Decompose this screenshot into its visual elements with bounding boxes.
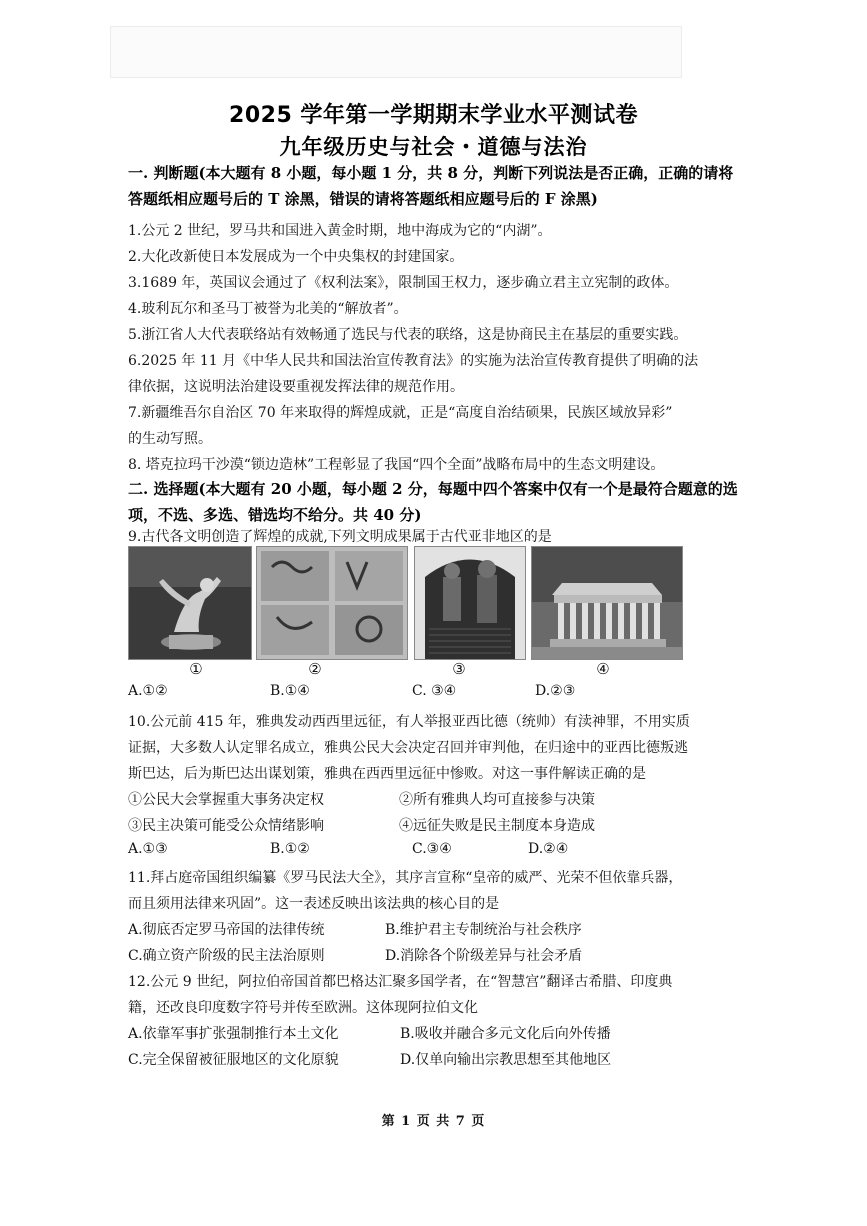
section2-header-line1: 二. 选择题(本大题有 20 小题，每小题 2 分，每题中四个答案中仅有一个是最符合题意的选 — [128, 480, 738, 498]
q9-option-b: B.①④ — [270, 683, 310, 699]
code-of-hammurabi-image — [414, 546, 526, 660]
q10-stem-line3: 斯巴达，后为斯巴达出谋划策，雅典在西西里远征中惨败。对这一事件解读正确的是 — [128, 766, 646, 782]
q12-option-a: A.依靠军事扩张强制推行本土文化 — [128, 1026, 339, 1042]
q12-stem-line1: 12.公元 9 世纪，阿拉伯帝国首都巴格达汇聚多国学者，在“智慧宫”翻译古希腊、印度典 — [128, 974, 673, 990]
section1-header — [128, 160, 738, 212]
tf-item-2: 2.大化改新使日本发展成为一个中央集权的封建国家。 — [128, 249, 464, 265]
tf-item-8: 8. 塔克拉玛干沙漠“锁边造林”工程彰显了我国“四个全面”战略布局中的生态文明建设。 — [128, 457, 665, 473]
tf-item-6-cont: 律依据，这说明法治建设要重视发挥法律的规范作用。 — [128, 379, 464, 395]
section2-header — [128, 476, 738, 528]
q10-stem-line1: 10.公元前 415 年，雅典发动西西里远征，有人举报亚西比德（统帅）有渎神罪，不用实质 — [128, 714, 690, 730]
q11-option-b: B.维护君主专制统治与社会秩序 — [385, 922, 582, 938]
image-label-4: ④ — [596, 660, 610, 678]
q11-option-a: A.彻底否定罗马帝国的法律传统 — [128, 922, 325, 938]
q10-option-b: B.①② — [270, 841, 310, 857]
exam-subtitle: 九年级历史与社会・道德与法治 — [279, 135, 588, 159]
q12-option-b: B.吸收并融合多元文化后向外传播 — [400, 1026, 611, 1042]
section1-header-line2: 答题纸相应题号后的 T 涂黑，错误的请将答题纸相应题号后的 F 涂黑) — [128, 190, 598, 208]
q11-option-c: C.确立资产阶级的民主法治原则 — [128, 948, 325, 964]
section2-header-line2: 项，不选、多选、错选均不给分。共 40 分) — [128, 506, 422, 524]
page-number: 第 1 页 共 7 页 — [381, 1114, 486, 1129]
section1-header-line1: 一. 判断题(本大题有 8 小题，每小题 1 分，共 8 分，判断下列说法是否正确，正确的请将 — [128, 164, 734, 182]
image-label-3: ③ — [452, 660, 466, 678]
q9-stem: 9.古代各文明创造了辉煌的成就,下列文明成果属于古代亚非地区的是 — [128, 529, 552, 545]
q9-option-c: C. ③④ — [412, 683, 457, 699]
hieroglyphs-image — [256, 546, 408, 660]
tf-item-3: 3.1689 年，英国议会通过了《权利法案》，限制国王权力，逐步确立君主立宪制的政体。 — [128, 275, 679, 291]
q10-stem-line2: 证据，大多数人认定罪名成立，雅典公民大会决定召回并审判他，在归途中的亚西比德叛逃 — [128, 740, 688, 756]
tf-item-4: 4.玻利瓦尔和圣马丁被誉为北美的“解放者”。 — [128, 301, 408, 317]
q9-option-a: A.①② — [128, 683, 168, 699]
parthenon-image — [531, 546, 683, 660]
q11-option-d: D.消除各个阶级差异与社会矛盾 — [385, 948, 583, 964]
q10-option-a: A.①③ — [128, 841, 168, 857]
q9-option-d: D.②③ — [535, 683, 576, 699]
image-label-2: ② — [308, 660, 322, 678]
q11-stem-line1: 11.拜占庭帝国组织编纂《罗马民法大全》，其序言宣称“皇帝的威严、光荣不但依靠兵器， — [128, 870, 683, 886]
q11-stem-line2: 而且须用法律来巩固”。这一表述反映出该法典的核心目的是 — [128, 896, 500, 912]
header-blank-box — [110, 26, 682, 78]
tf-item-7-cont: 的生动写照。 — [128, 431, 212, 447]
exam-title: 2025 学年第一学期期末学业水平测试卷 — [229, 103, 638, 128]
q10-option-c: C.③④ — [412, 841, 452, 857]
image-label-1: ① — [189, 660, 203, 678]
tf-item-7: 7.新疆维吾尔自治区 70 年来取得的辉煌成就，正是“高度自治结硕果，民族区域放异彩” — [128, 405, 673, 421]
q10-statement-4: ④远征失败是民主制度本身造成 — [399, 818, 595, 834]
tf-item-6: 6.2025 年 11 月《中华人民共和国法治宣传教育法》的实施为法治宣传教育提供了明确的法 — [128, 353, 699, 369]
q10-option-d: D.②④ — [528, 841, 569, 857]
q10-statement-1: ①公民大会掌握重大事务决定权 — [128, 792, 324, 808]
q12-option-d: D.仅单向输出宗教思想至其他地区 — [400, 1052, 612, 1068]
q10-statement-3: ③民主决策可能受公众情绪影响 — [128, 818, 324, 834]
q12-option-c: C.完全保留被征服地区的文化原貌 — [128, 1052, 339, 1068]
q12-stem-line2: 籍，还改良印度数字符号并传至欧洲。这体现阿拉伯文化 — [128, 1000, 478, 1016]
tf-item-1: 1.公元 2 世纪，罗马共和国进入黄金时期，地中海成为它的“内湖”。 — [128, 223, 552, 239]
q10-statement-2: ②所有雅典人均可直接参与决策 — [399, 792, 595, 808]
discobolus-statue-image — [128, 546, 252, 660]
tf-item-5: 5.浙江省人大代表联络站有效畅通了选民与代表的联络，这是协商民主在基层的重要实践。 — [128, 327, 688, 343]
